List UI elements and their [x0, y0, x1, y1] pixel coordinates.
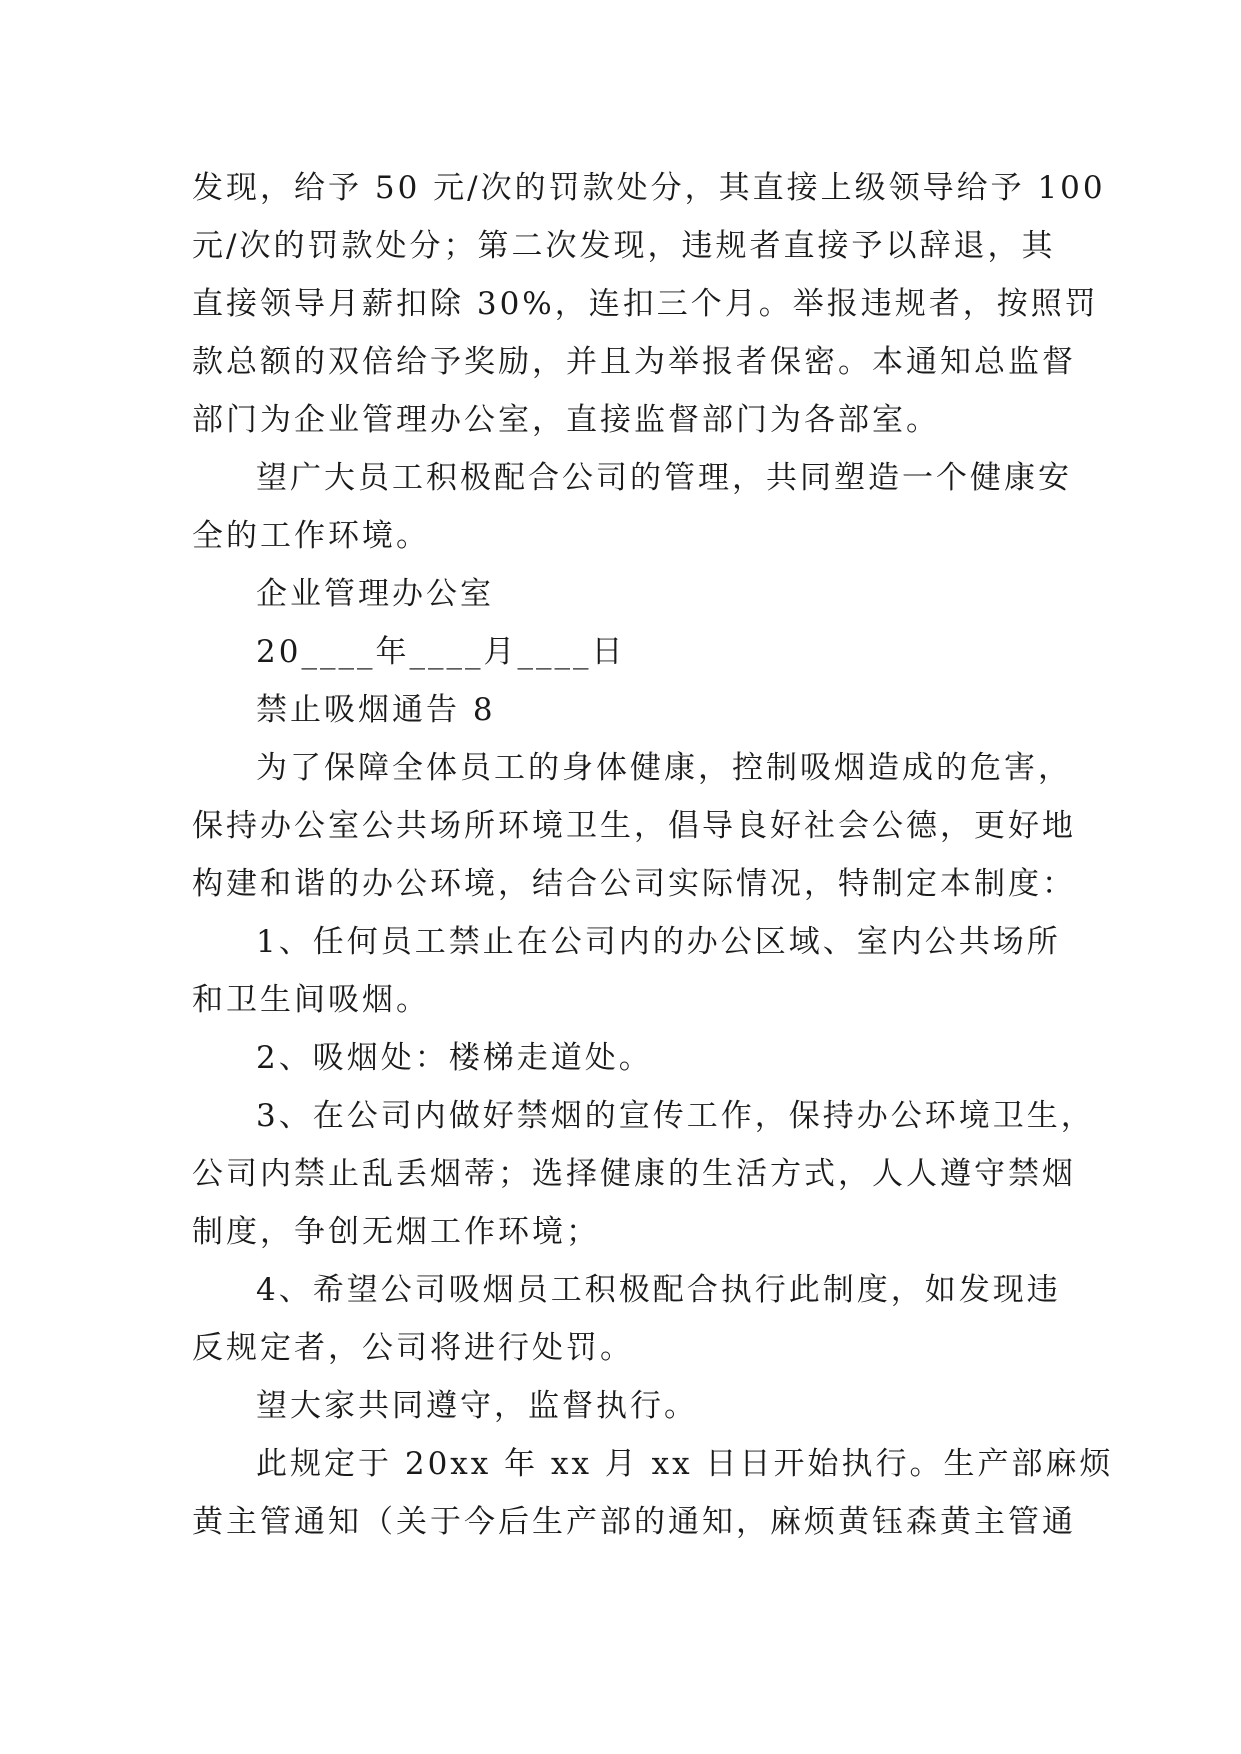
text-line: 和卫生间吸烟。	[192, 982, 430, 1018]
text-line: 保持办公室公共场所环境卫生，倡导良好社会公德，更好地	[192, 808, 1076, 844]
rule-item-2: 2、吸烟处：楼梯走道处。	[256, 1040, 653, 1076]
text-line: 发现，给予 50 元/次的罚款处分，其直接上级领导给予 100	[192, 170, 1106, 206]
text-line: 直接领导月薪扣除 30%，连扣三个月。举报违规者，按照罚	[192, 286, 1099, 322]
rule-item-4: 4、希望公司吸烟员工积极配合执行此制度，如发现违	[256, 1272, 1061, 1308]
date-line: 20____年____月____日	[256, 634, 626, 670]
paragraph-first-line: 此规定于 20xx 年 xx 月 xx 日日开始执行。生产部麻烦	[256, 1446, 1114, 1482]
rule-item-3: 3、在公司内做好禁烟的宣传工作，保持办公环境卫生，	[256, 1098, 1095, 1134]
text-line: 公司内禁止乱丢烟蒂；选择健康的生活方式，人人遵守禁烟	[192, 1156, 1076, 1192]
text-line: 反规定者，公司将进行处罚。	[192, 1330, 634, 1366]
text-line: 黄主管通知（关于今后生产部的通知，麻烦黄钰森黄主管通	[192, 1504, 1076, 1540]
paragraph-first-line: 为了保障全体员工的身体健康，控制吸烟造成的危害，	[256, 750, 1072, 786]
closing-line: 望大家共同遵守，监督执行。	[256, 1388, 698, 1424]
text-line: 全的工作环境。	[192, 518, 430, 554]
signature-department: 企业管理办公室	[256, 576, 494, 612]
paragraph-first-line: 望广大员工积极配合公司的管理，共同塑造一个健康安	[256, 460, 1072, 496]
notice-title: 禁止吸烟通告 8	[256, 692, 496, 728]
text-line: 构建和谐的办公环境，结合公司实际情况，特制定本制度：	[192, 866, 1076, 902]
text-line: 制度，争创无烟工作环境；	[192, 1214, 600, 1250]
text-line: 款总额的双倍给予奖励，并且为举报者保密。本通知总监督	[192, 344, 1076, 380]
rule-item-1: 1、任何员工禁止在公司内的办公区域、室内公共场所	[256, 924, 1061, 960]
text-line: 部门为企业管理办公室，直接监督部门为各部室。	[192, 402, 940, 438]
text-line: 元/次的罚款处分；第二次发现，违规者直接予以辞退，其	[192, 228, 1056, 264]
